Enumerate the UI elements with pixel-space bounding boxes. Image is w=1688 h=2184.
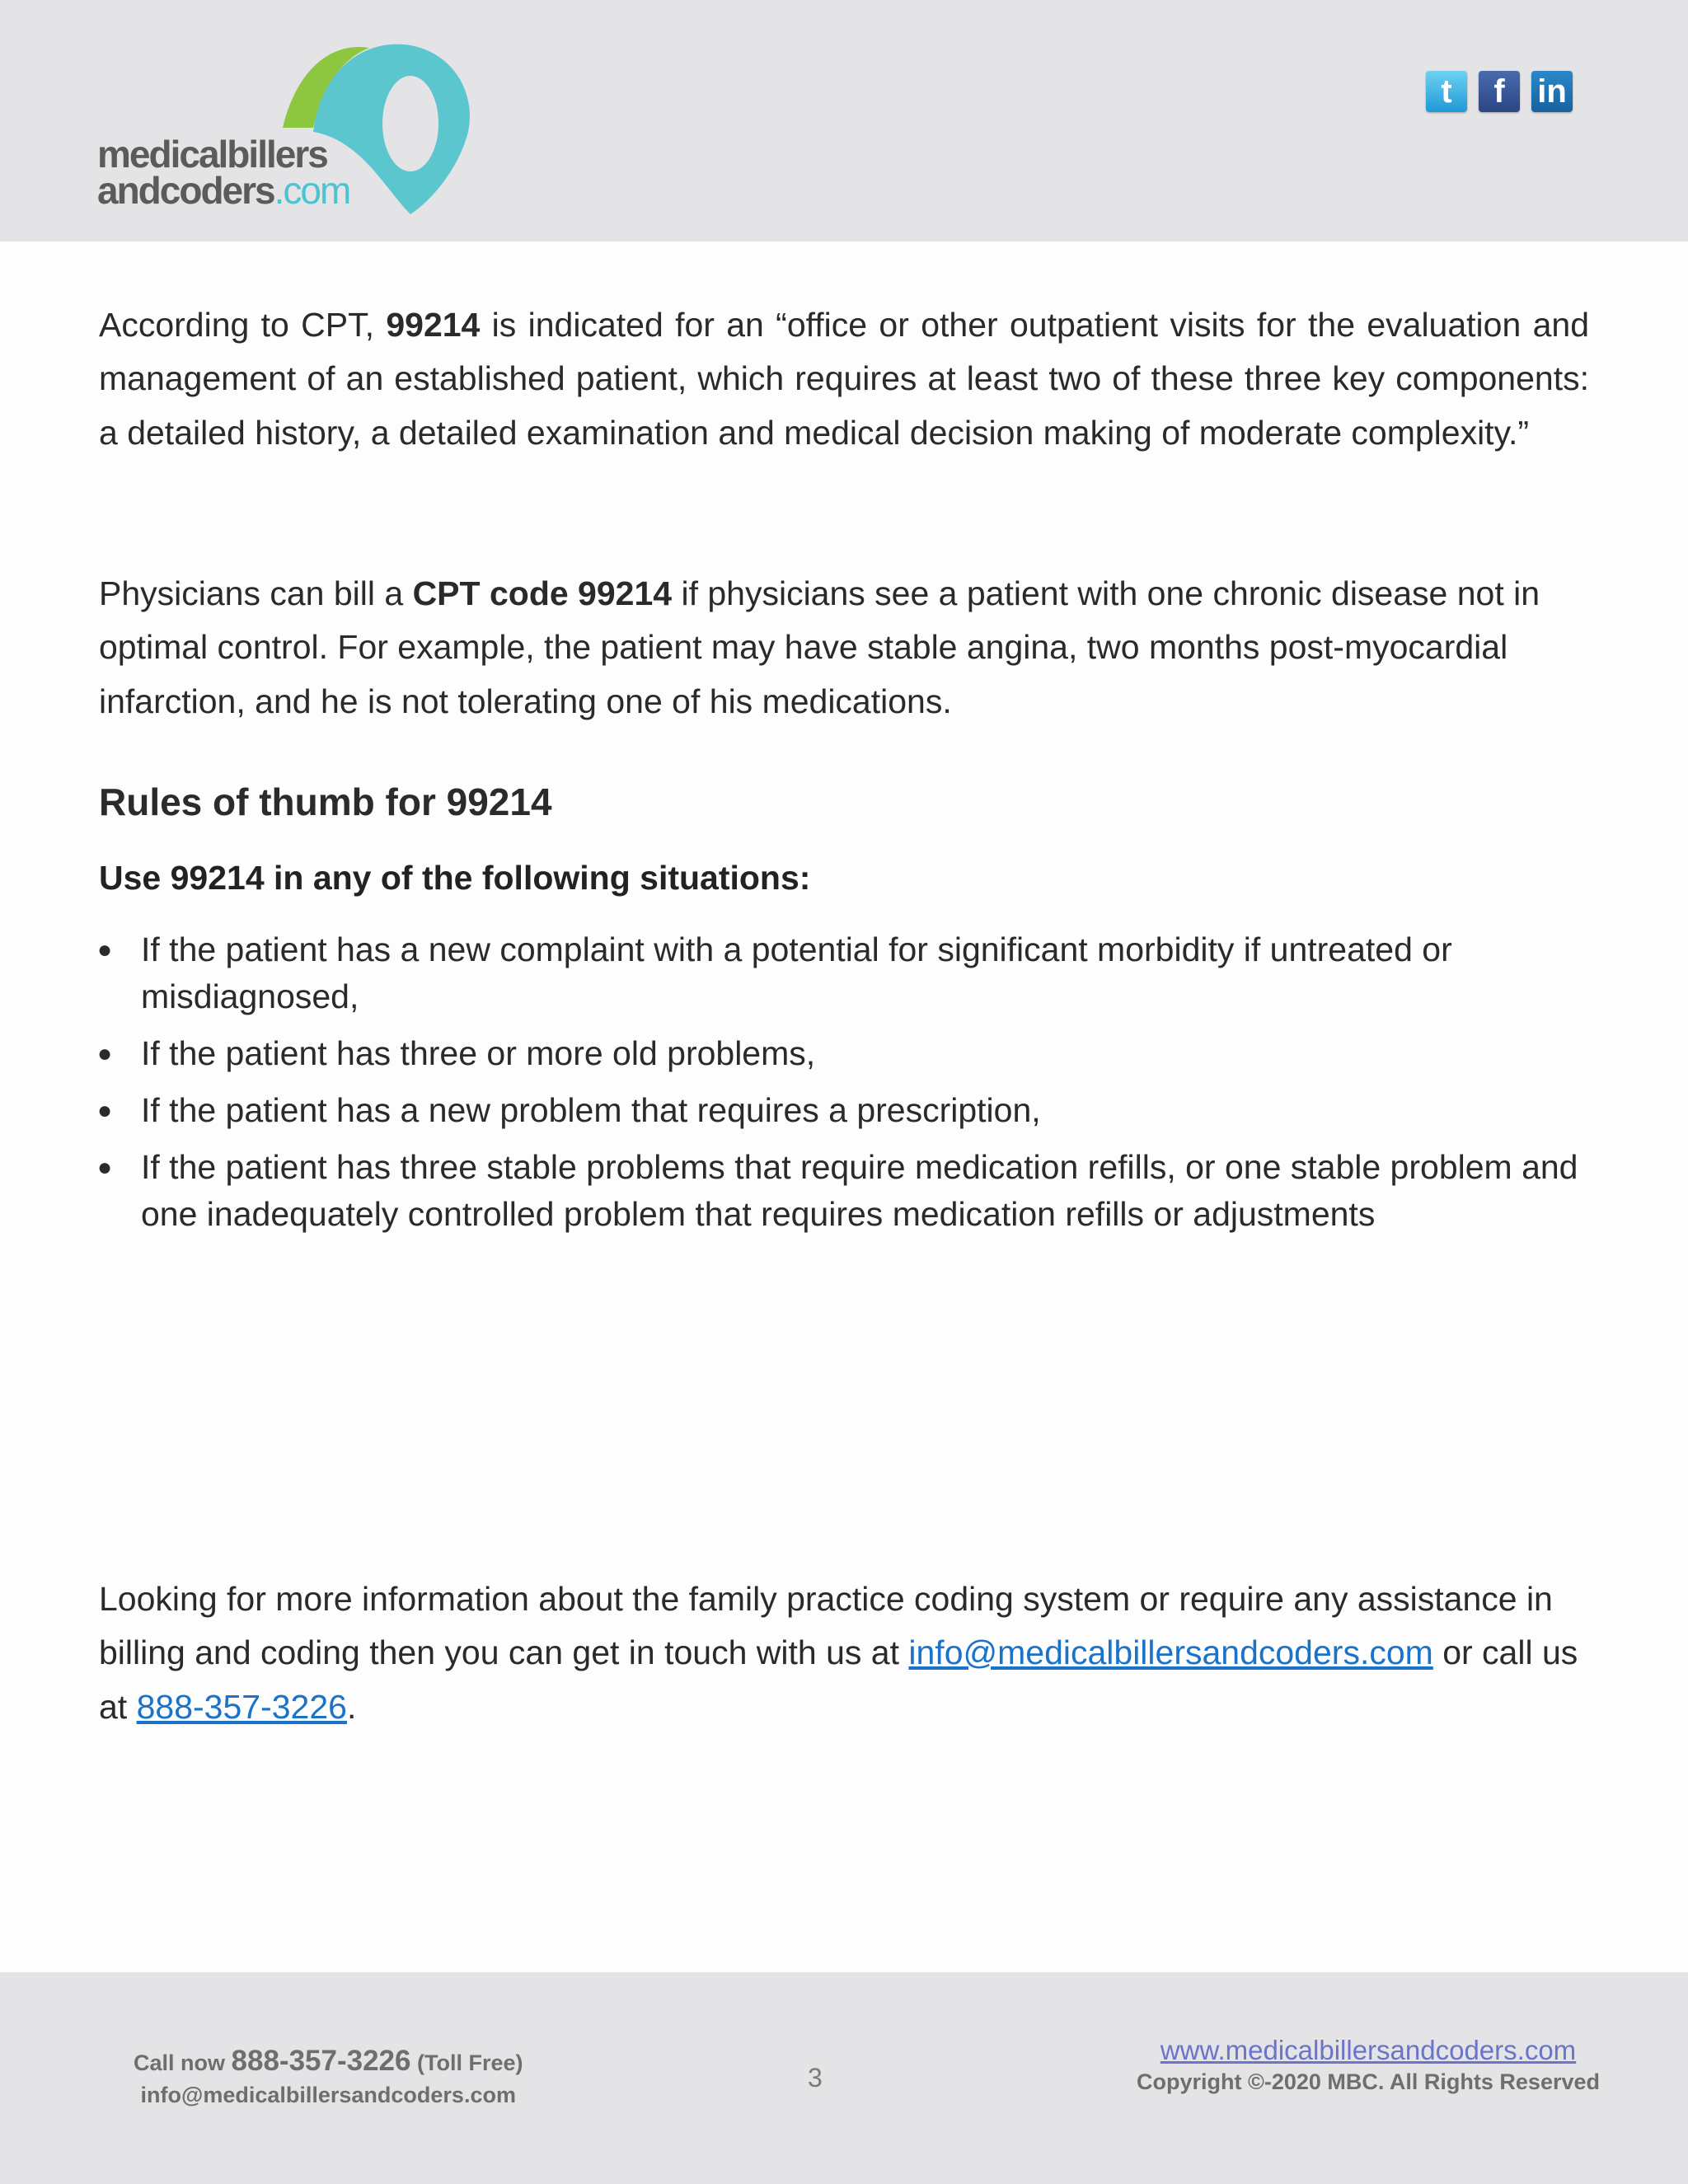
p3-text-c: . bbox=[346, 1687, 357, 1726]
list-item-text: If the patient has three or more old problems, bbox=[141, 1034, 816, 1072]
list-item bbox=[99, 1030, 1589, 1077]
p3-text-a: Looking for more information about the family practice coding system or require any assistance in billing and coding then you can get in touch with us at bbox=[99, 1580, 1553, 1672]
social-links bbox=[1426, 71, 1573, 112]
footer-contact bbox=[134, 2045, 523, 2108]
bullet-icon: ● bbox=[97, 1040, 113, 1067]
footer-call-line bbox=[134, 2045, 523, 2078]
bullet-icon: ● bbox=[97, 1097, 113, 1124]
p2-text-b: if physicians see a patient with one chronic disease not in optimal control. For example, the patient may have stable angina, two months post-myocardial infarction, and he is not tolerating one of his medications. bbox=[99, 574, 1540, 720]
list-item bbox=[99, 926, 1589, 1020]
p3-text-b: or call us at bbox=[99, 1633, 1578, 1726]
footer-phone[interactable]: 888-357-3226 bbox=[231, 2045, 411, 2077]
phone-link[interactable]: 888-357-3226 bbox=[136, 1687, 347, 1726]
paragraph-billing-example bbox=[99, 567, 1589, 729]
paragraph-contact bbox=[99, 1572, 1589, 1734]
logo-line-2 bbox=[97, 169, 350, 212]
list-item bbox=[99, 1087, 1589, 1134]
page-number: 3 bbox=[808, 2063, 823, 2093]
company-logo[interactable] bbox=[97, 41, 476, 223]
twitter-icon[interactable]: t bbox=[1426, 71, 1467, 112]
bullet-icon: ● bbox=[97, 1154, 113, 1181]
logo-line-2-main: andcoders bbox=[97, 169, 274, 212]
p1-text-b: is indicated for an “office or other outpatient visits for the evaluation and management of an established patient, which requires at least two of these three key components: a detailed history, a detailed examination and medical decision making of moderate complexity.” bbox=[99, 306, 1589, 452]
logo-line-1: medicalbillers bbox=[97, 133, 327, 176]
p2-text-a: Physicians can bill a bbox=[99, 574, 413, 612]
p2-code-bold: CPT code 99214 bbox=[412, 574, 673, 612]
list-item bbox=[99, 1144, 1589, 1238]
footer-call-now: Call now bbox=[134, 2050, 232, 2075]
page-header bbox=[0, 0, 1688, 241]
p1-text-a: According to CPT, bbox=[99, 306, 387, 344]
section-heading: Rules of thumb for 99214 bbox=[99, 780, 552, 823]
logo-wordmark bbox=[97, 133, 350, 212]
footer-site-info bbox=[1137, 2035, 1600, 2095]
footer-toll-free: (Toll Free) bbox=[410, 2050, 523, 2075]
paragraph-cpt-definition bbox=[99, 298, 1589, 460]
page-footer bbox=[0, 1972, 1688, 2184]
bullet-icon: ● bbox=[97, 936, 113, 963]
list-item-text: If the patient has three stable problems that require medication refills, or one stable problem and one inadequately controlled problem that requires medication refills or adjustments bbox=[141, 1148, 1578, 1233]
email-link[interactable]: info@medicalbillersandcoders.com bbox=[908, 1633, 1433, 1672]
list-item-text: If the patient has a new complaint with a potential for significant morbidity if untreated or misdiagnosed, bbox=[141, 930, 1452, 1015]
linkedin-icon[interactable]: in bbox=[1531, 71, 1573, 112]
facebook-icon[interactable]: f bbox=[1479, 71, 1520, 112]
footer-email[interactable]: info@medicalbillersandcoders.com bbox=[140, 2083, 516, 2107]
list-item-text: If the patient has a new problem that requires a prescription, bbox=[141, 1091, 1041, 1129]
logo-line-2-suffix: .com bbox=[274, 169, 350, 212]
section-subheading: Use 99214 in any of the following situations: bbox=[99, 859, 811, 897]
footer-copyright: Copyright ©-2020 MBC. All Rights Reserved bbox=[1136, 2069, 1600, 2094]
situations-list bbox=[99, 926, 1589, 1248]
p1-code-bold: 99214 bbox=[386, 306, 481, 344]
footer-website-link[interactable]: www.medicalbillersandcoders.com bbox=[1160, 2035, 1577, 2065]
